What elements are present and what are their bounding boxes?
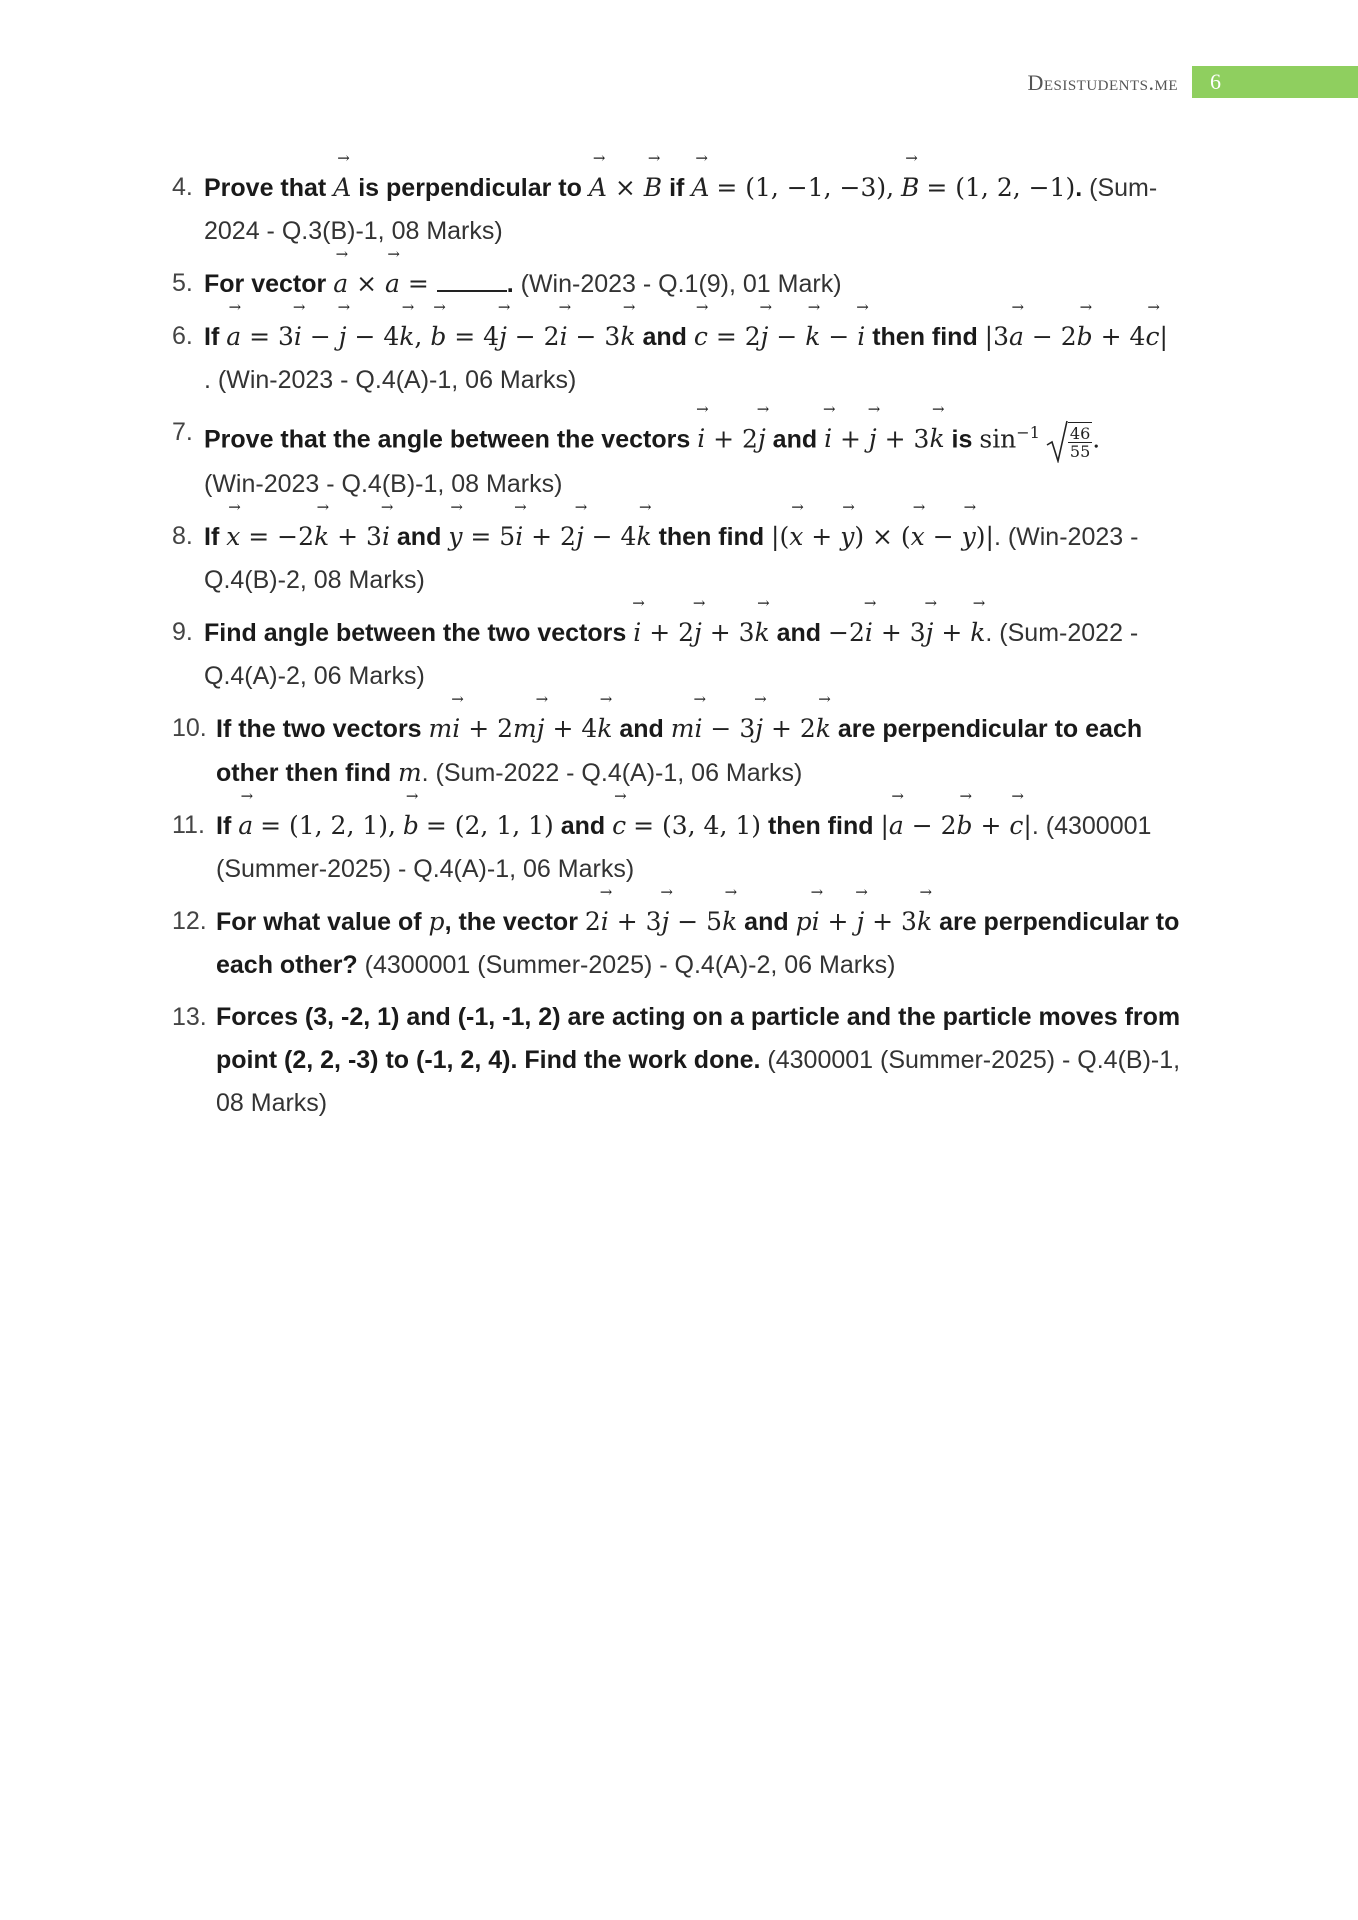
question-number: 8. xyxy=(172,521,193,550)
question-number: 7. xyxy=(172,418,193,446)
question-text: Forces (3, -2, 1) and (-1, -1, 2) are acting on a particle and the particle moves from point (2, 2, -3) to (-1, 2, 4). Find the work done. xyxy=(216,1002,1181,1074)
question-5: 5. For vector a → × a → = . (Win-2023 - Q.1(9), 01 Mark) xyxy=(172,262,1182,306)
math-expr: = (2, 1, 1) xyxy=(425,810,554,840)
answer-blank xyxy=(437,268,507,292)
question-citation: . (4300001 (Summer-2025) - Q.4(A)-1, 06 Marks) xyxy=(216,811,1152,883)
question-10: 10. If the two vectors mi → + 2mj → + 4k → and mi → − 3j → + 2k → are perpendicular to each other then find m. (Sum-2022 - Q.4(A)-1, 06 Marks) xyxy=(172,707,1182,795)
question-text: and xyxy=(396,522,442,551)
question-text: Prove that the angle between the vectors xyxy=(204,425,691,454)
question-text: are perpendicular to each other then find xyxy=(216,714,1143,787)
question-4: 4. Prove that A → is perpendicular to A → × B → if A → = (1, −1, −3), B → = (1, 2, −1). (Sum-2024 - Q.3(B)-1, 08 Marks) xyxy=(172,166,1182,253)
question-text: Prove that xyxy=(204,174,327,202)
question-number: 13. xyxy=(172,1002,207,1031)
question-text: and xyxy=(619,714,664,743)
question-12: 12. For what value of p, the vector 2i → + 3j → − 5k → and pi → + j → + 3k → are perpendicular to each other? (4300001 (Summer-2025) - Q.4(A)-2, 06 Marks) xyxy=(172,900,1182,987)
math-expr: = (1, 2, −1) xyxy=(926,173,1076,202)
question-number: 6. xyxy=(172,322,193,350)
question-citation: . (Win-2023 - Q.4(A)-1, 06 Marks) xyxy=(204,366,577,394)
question-text: If the two vectors xyxy=(216,714,422,743)
question-text: is perpendicular to xyxy=(358,174,582,202)
fraction-numerator: 46 xyxy=(1069,423,1091,443)
question-7: 7. Prove that the angle between the vectors i → + 2j → and i → + j → + 3k → is $\sin^{-1}$ $\frac{46}{55}$ . (Win-2023 - Q.4(B)-1, 08 Marks) xyxy=(172,411,1182,506)
question-9: 9. Find angle between the two vectors i → + 2j → + 3k → and −2i → + 3j → + k →. (Sum-2022 - Q.4(A)-2, 06 Marks) xyxy=(172,611,1182,698)
question-citation: . (Sum-2022 - Q.4(A)-2, 06 Marks) xyxy=(204,618,1139,690)
question-number: 9. xyxy=(172,617,193,646)
header-site-name: Desistudents.me xyxy=(1027,70,1178,95)
question-text: If xyxy=(204,323,220,351)
question-text: . xyxy=(1075,174,1083,202)
question-citation: (Sum-2024 - Q.3(B)-1, 08 Marks) xyxy=(204,174,1158,245)
question-text: Find angle between the two vectors xyxy=(204,618,627,647)
question-text: For vector xyxy=(204,270,327,298)
question-number: 5. xyxy=(172,269,193,297)
question-citation: (4300001 (Summer-2025) - Q.4(B)-1, 08 Marks) xyxy=(216,1045,1181,1117)
question-text: then find xyxy=(658,522,765,551)
question-6: 6. If a → = 3i → − j → − 4k →, b → = 4j → − 2i → − 3k → and c → = 2j → − k → − i → then find |3a → − 2b → + 4c →| . (Win-2023 - Q.4(A)-1, 06 Marks) xyxy=(172,315,1182,402)
question-text: are perpendicular to each other? xyxy=(216,907,1180,979)
question-text: then find xyxy=(767,811,874,840)
page-number: 6 xyxy=(1210,69,1221,94)
question-text: and xyxy=(642,323,687,351)
question-11: 11. If a → = (1, 2, 1), b → = (2, 1, 1) and c → = (3, 4, 1) then find |a → − 2b → + c →|. (4300001 (Summer-2025) - Q.4(A)-1, 06 Marks) xyxy=(172,804,1182,891)
question-text: . xyxy=(506,270,514,298)
question-text: is xyxy=(951,425,973,454)
question-citation: (4300001 (Summer-2025) - Q.4(A)-2, 06 Marks) xyxy=(364,950,896,979)
question-citation: . (Sum-2022 - Q.4(A)-1, 06 Marks) xyxy=(421,758,803,787)
math-expr: = (1, 2, 1), xyxy=(260,810,396,840)
math-expr: = (1, −1, −3), xyxy=(716,173,895,202)
question-citation: (Win-2023 - Q.1(9), 01 Mark) xyxy=(520,270,842,298)
question-8: 8. If x → = −2k → + 3i → and y → = 5i → + 2j → − 4k → then find |(x → + y →) × (x → − y →)|. (Win-2023 - Q.4(B)-2, 08 Marks) xyxy=(172,515,1182,602)
math-expr: = (3, 4, 1) xyxy=(633,810,762,840)
question-number: 4. xyxy=(172,173,193,201)
question-text: and xyxy=(772,425,818,454)
question-text: If xyxy=(204,522,220,551)
question-number: 10. xyxy=(172,713,207,742)
question-list xyxy=(172,166,1182,1134)
question-number: 11. xyxy=(172,810,205,839)
question-text: and xyxy=(560,811,606,840)
fraction-denominator: 55 xyxy=(1069,441,1091,461)
question-13 xyxy=(172,996,1182,1125)
question-text: , the vector xyxy=(444,907,578,936)
question-text: and xyxy=(776,618,822,647)
page-number-bar xyxy=(1192,66,1358,98)
question-text: and xyxy=(744,907,789,936)
question-text: if xyxy=(669,174,685,202)
question-text: If xyxy=(216,811,232,840)
sqrt-fraction xyxy=(1046,419,1092,463)
question-text: For what value of xyxy=(216,907,422,936)
question-citation: (Win-2023 - Q.4(B)-1, 08 Marks) xyxy=(204,469,563,498)
question-citation: . (Win-2023 - Q.4(B)-2, 08 Marks) xyxy=(204,522,1139,594)
question-text: then find xyxy=(872,323,978,351)
question-number: 12. xyxy=(172,906,207,935)
